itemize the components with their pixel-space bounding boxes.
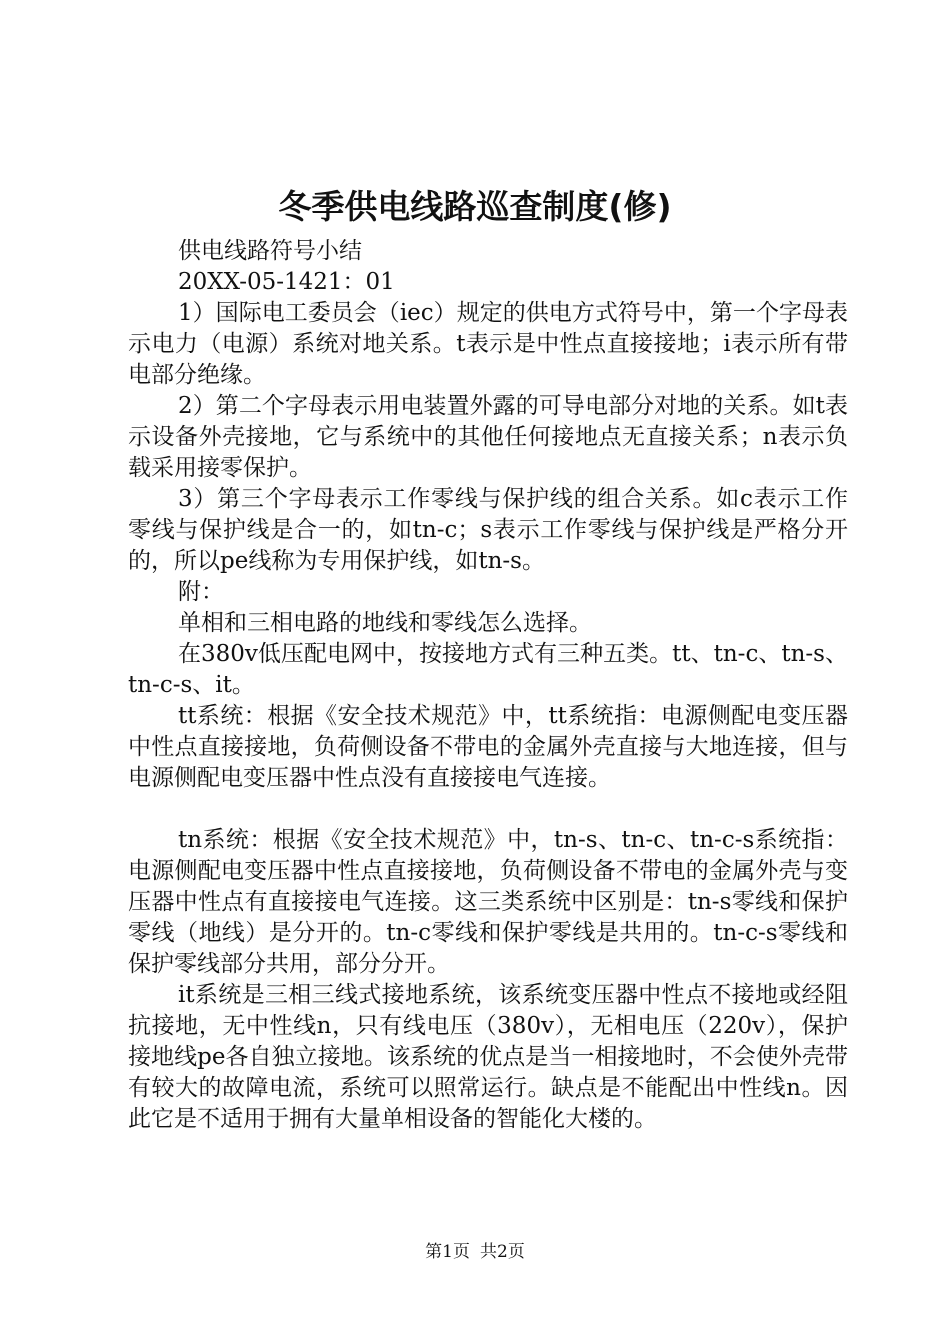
paragraph-appendix-label: 附： (178, 579, 224, 605)
page-number: 第1页 (425, 1242, 470, 1262)
paragraph-grounding-types: 在380v低压配电网中，按接地方式有三种五类。tt、tn-c、tn-s、tn-c-s、it。 (128, 641, 848, 698)
paragraph-subtitle: 供电线路符号小结 (178, 238, 362, 264)
paragraph-question: 单相和三相电路的地线和零线怎么选择。 (178, 610, 592, 636)
paragraph-item-3: 3）第三个字母表示工作零线与保护线的组合关系。如c表示工作零线与保护线是合一的，如tn-c；s表示工作零线与保护线是严格分开的，所以pe线称为专用保护线，如tn-s。 (128, 486, 848, 574)
paragraph-tn-system: tn系统：根据《安全技术规范》中，tn-s、tn-c、tn-c-s系统指：电源侧配电变压器中性点直接接地，负荷侧设备不带电的金属外壳与变压器中性点有直接接电气连接。这三类系统中区别是：tn-s零线和保护零线（地线）是分开的。tn-c零线和保护零线是共用的。tn-c-s零线和保护零线部分共用，部分分开。 (128, 827, 848, 977)
document-body (128, 236, 848, 1135)
page-count: 共2页 (480, 1242, 525, 1262)
page-footer (0, 1240, 950, 1264)
paragraph-item-2: 2）第二个字母表示用电装置外露的可导电部分对地的关系。如t表示设备外壳接地，它与系统中的其他任何接地点无直接关系；n表示负载采用接零保护。 (128, 393, 848, 481)
paragraph-it-system: it系统是三相三线式接地系统，该系统变压器中性点不接地或经阻抗接地，无中性线n，只有线电压（380v），无相电压（220v），保护接地线pe各自独立接地。该系统的优点是当一相接地时，不会使外壳带有较大的故障电流，系统可以照常运行。缺点是不能配出中性线n。因此它是不适用于拥有大量单相设备的智能化大楼的。 (128, 982, 848, 1132)
paragraph-item-1: 1）国际电工委员会（iec）规定的供电方式符号中，第一个字母表示电力（电源）系统对地关系。t表示是中性点直接接地；i表示所有带电部分绝缘。 (128, 300, 848, 388)
paragraph-date: 20XX-05-1421：01 (178, 269, 395, 295)
document-title: 冬季供电线路巡查制度(修) (278, 187, 672, 226)
paragraph-tt-system: tt系统：根据《安全技术规范》中，tt系统指：电源侧配电变压器中性点直接接地，负荷侧设备不带电的金属外壳直接与大地连接，但与电源侧配电变压器中性点没有直接接电气连接。 (128, 703, 848, 791)
